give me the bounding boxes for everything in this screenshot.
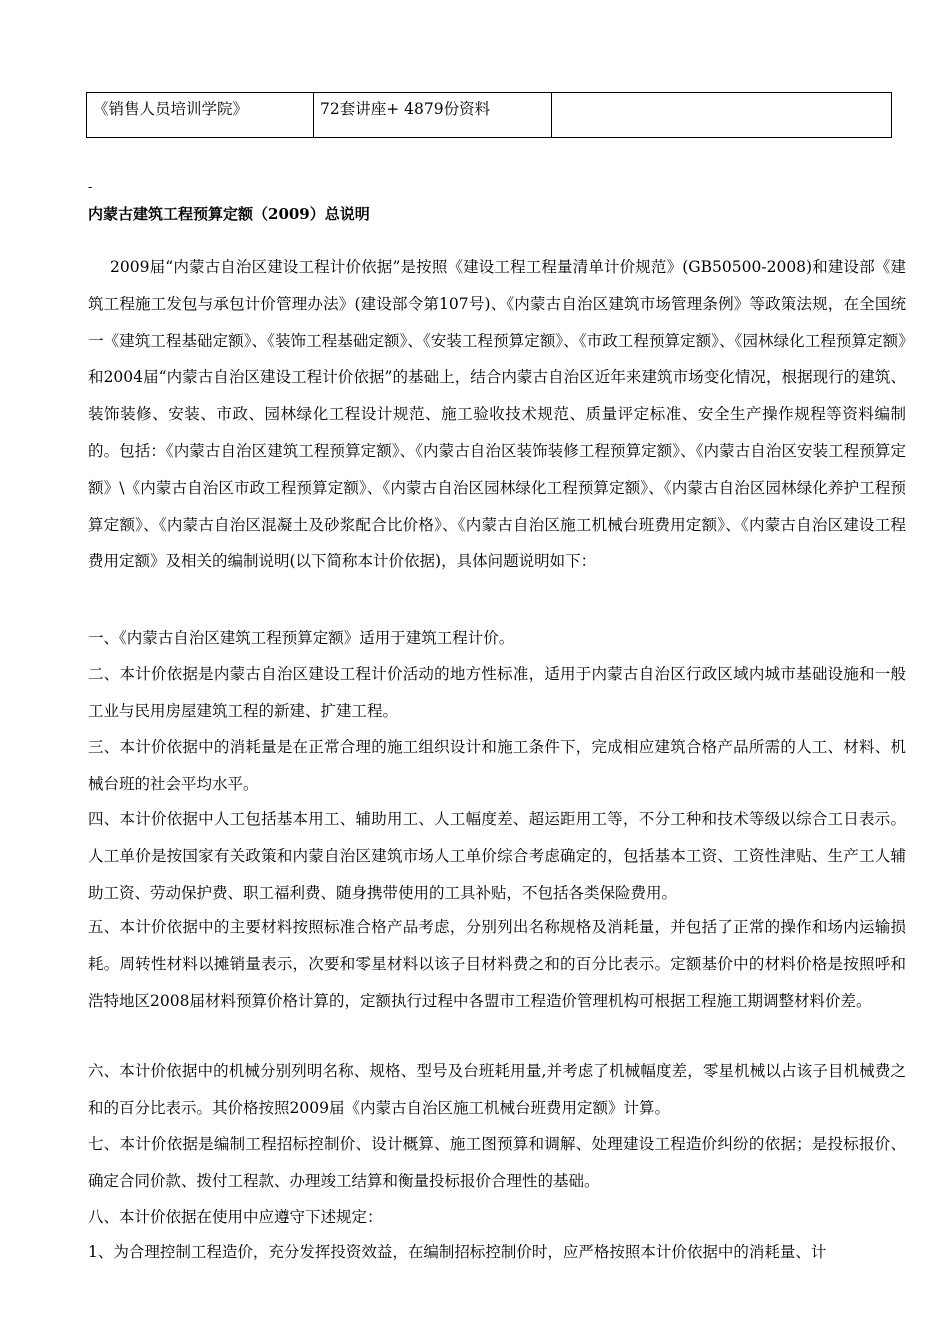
table-row <box>87 93 892 138</box>
clause-8: 八、本计价依据在使用中应遵守下述规定： <box>88 1208 383 1226</box>
clause-5: 五、本计价依据中的主要材料按照标准合格产品考虑，分别列出名称规格及消耗量，并包括了正常的操作和场内运输损耗。周转性材料以摊销量表示，次要和零星材料以该子目材料费之和的百分比表示。定额基价中的材料价格是按照呼和浩特地区2008届材料预算价格计算的，定额执行过程中各盟市工程造价管理机构可根据工程施工期调整材料价差。 <box>88 918 906 1010</box>
table-cell-title: 《销售人员培训学院》 <box>87 93 314 138</box>
table-cell-empty <box>552 93 892 138</box>
table-cell-count: 72套讲座+ 4879份资料 <box>314 93 552 138</box>
clause-8-1: 1、为合理控制工程造价，充分发挥投资效益，在编制招标控制价时，应严格按照本计价依据中的消耗量、计 <box>88 1243 827 1261</box>
header-table <box>86 92 892 138</box>
clause-4: 四、本计价依据中人工包括基本用工、辅助用工、人工幅度差、超运距用工等，不分工种和技术等级以综合工日表示。人工单价是按国家有关政策和内蒙自治区建筑市场人工单价综合考虑确定的，包括基本工资、工资性津贴、生产工人辅助工资、劳动保护费、职工福利费、随身携带使用的工具补贴，不包括各类保险费用。 <box>88 810 906 902</box>
intro-paragraph: 2009届“内蒙古自治区建设工程计价依据”是按照《建设工程工程量清单计价规范》(GB50500-2008)和建设部《建筑工程施工发包与承包计价管理办法》(建设部令第107号)、《内蒙古自治区建筑市场管理条例》等政策法规，在全国统一《建筑工程基础定额》、《装饰工程基础定额》、《安装工程预算定额》、《市政工程预算定额》、《园林绿化工程预算定额》和2004届“内蒙古自治区建设工程计价依据”的基础上，结合内蒙古自治区近年来建筑市场变化情况，根据现行的建筑、装饰装修、安装、市政、园林绿化工程设计规范、施工验收技术规范、质量评定标准、安全生产操作规程等资料编制的。包括：《内蒙古自治区建筑工程预算定额》、《内蒙古自治区装饰装修工程预算定额》、《内蒙古自治区安装工程预算定额》\《内蒙古自治区市政工程预算定额》、《内蒙古自治区园林绿化工程预算定额》、《内蒙古自治区园林绿化养护工程预算定额》、《内蒙古自治区混凝土及砂浆配合比价格》、《内蒙古自治区施工机械台班费用定额》、《内蒙古自治区建设工程费用定额》及相关的编制说明(以下简称本计价依据)，具体问题说明如下： <box>88 258 906 571</box>
clause-7: 七、本计价依据是编制工程招标控制价、设计概算、施工图预算和调解、处理建设工程造价纠纷的依据；是投标报价、确定合同价款、拨付工程款、办理竣工结算和衡量投标报价合理性的基础。 <box>88 1135 906 1190</box>
clause-3: 三、本计价依据中的消耗量是在正常合理的施工组织设计和施工条件下，完成相应建筑合格产品所需的人工、材料、机械台班的社会平均水平。 <box>88 738 906 793</box>
clause-6: 六、本计价依据中的机械分别列明名称、规格、型号及台班耗用量,并考虑了机械幅度差，零星机械以占该子目机械费之和的百分比表示。其价格按照2009届《内蒙古自治区施工机械台班费用定额》计算。 <box>88 1062 906 1117</box>
separator-mark: - <box>88 180 93 195</box>
page-title: 内蒙古建筑工程预算定额（2009）总说明 <box>88 205 370 223</box>
clause-2: 二、本计价依据是内蒙古自治区建设工程计价活动的地方性标准，适用于内蒙古自治区行政区域内城市基础设施和一般工业与民用房屋建筑工程的新建、扩建工程。 <box>88 665 906 720</box>
clause-1: 一、《内蒙古自治区建筑工程预算定额》适用于建筑工程计价。 <box>88 629 515 647</box>
